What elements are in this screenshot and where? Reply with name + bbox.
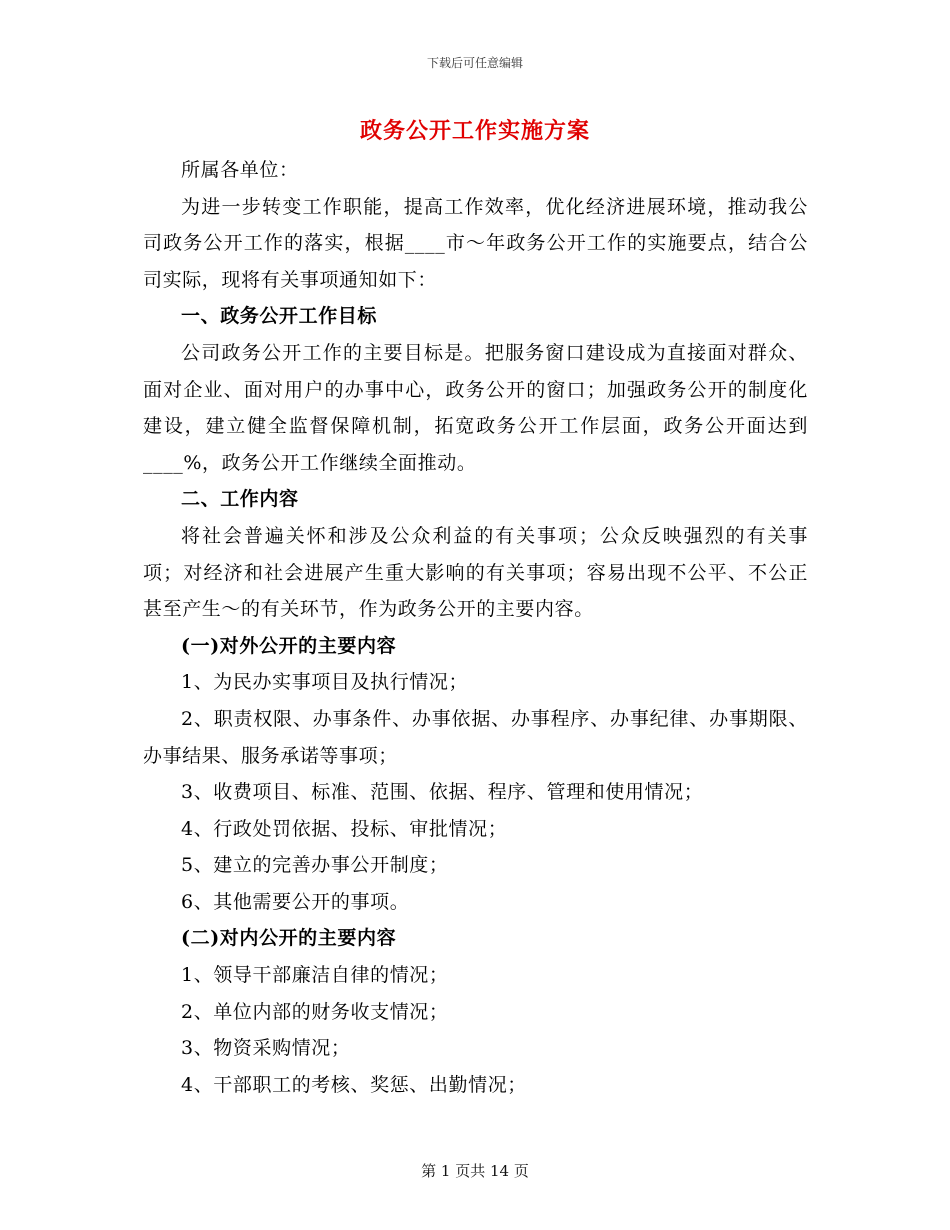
document-body — [143, 152, 808, 1103]
document-title: 政务公开工作实施方案 — [359, 118, 590, 144]
list-item: 3、物资采购情况； — [181, 1037, 351, 1060]
list-item: 4、干部职工的考核、奖惩、出勤情况； — [181, 1073, 527, 1096]
subsection-heading-external: (一)对外公开的主要内容 — [181, 634, 397, 657]
section-2-paragraph: 将社会普遍关怀和涉及公众利益的有关事项；公众反映强烈的有关事项；对经济和社会进展产生重大影响的有关事项；容易出现不公平、不公正甚至产生～的有关环节，作为政务公开的主要内容。 — [143, 524, 808, 621]
list-item: 5、建立的完善办事公开制度； — [181, 854, 449, 877]
list-item: 3、收费项目、标准、范围、依据、程序、管理和使用情况； — [181, 781, 704, 804]
intro-paragraph: 为进一步转变工作职能，提高工作效率，优化经济进展环境，推动我公司政务公开工作的落实，根据____市～年政务公开工作的实施要点，结合公司实际，现将有关事项通知如下： — [143, 195, 808, 291]
page-header: 下载后可任意编辑 — [426, 56, 523, 70]
list-item: 1、为民办实事项目及执行情况； — [181, 671, 469, 694]
list-item: 2、职责权限、办事条件、办事依据、办事程序、办事纪律、办事期限、办事结果、服务承诺等事项； — [143, 707, 808, 767]
section-1-paragraph: 公司政务公开工作的主要目标是。把服务窗口建设成为直接面对群众、面对企业、面对用户的办事中心，政务公开的窗口；加强政务公开的制度化建设，建立健全监督保障机制，拓宽政务公开工作层面，政务公开面达到____%，政务公开工作继续全面推动。 — [143, 341, 808, 474]
list-item: 4、行政处罚依据、投标、审批情况； — [181, 817, 508, 840]
list-item: 1、领导干部廉洁自律的情况； — [181, 964, 449, 987]
addressee: 所属各单位： — [181, 159, 299, 181]
section-heading-1: 一、政务公开工作目标 — [181, 305, 378, 328]
list-item: 2、单位内部的财务收支情况； — [181, 1000, 449, 1023]
subsection-heading-internal: (二)对内公开的主要内容 — [181, 927, 397, 950]
page-footer: 第 1 页共 14 页 — [421, 1162, 529, 1180]
list-item: 6、其他需要公开的事项。 — [181, 890, 410, 913]
section-heading-2: 二、工作内容 — [181, 488, 299, 511]
